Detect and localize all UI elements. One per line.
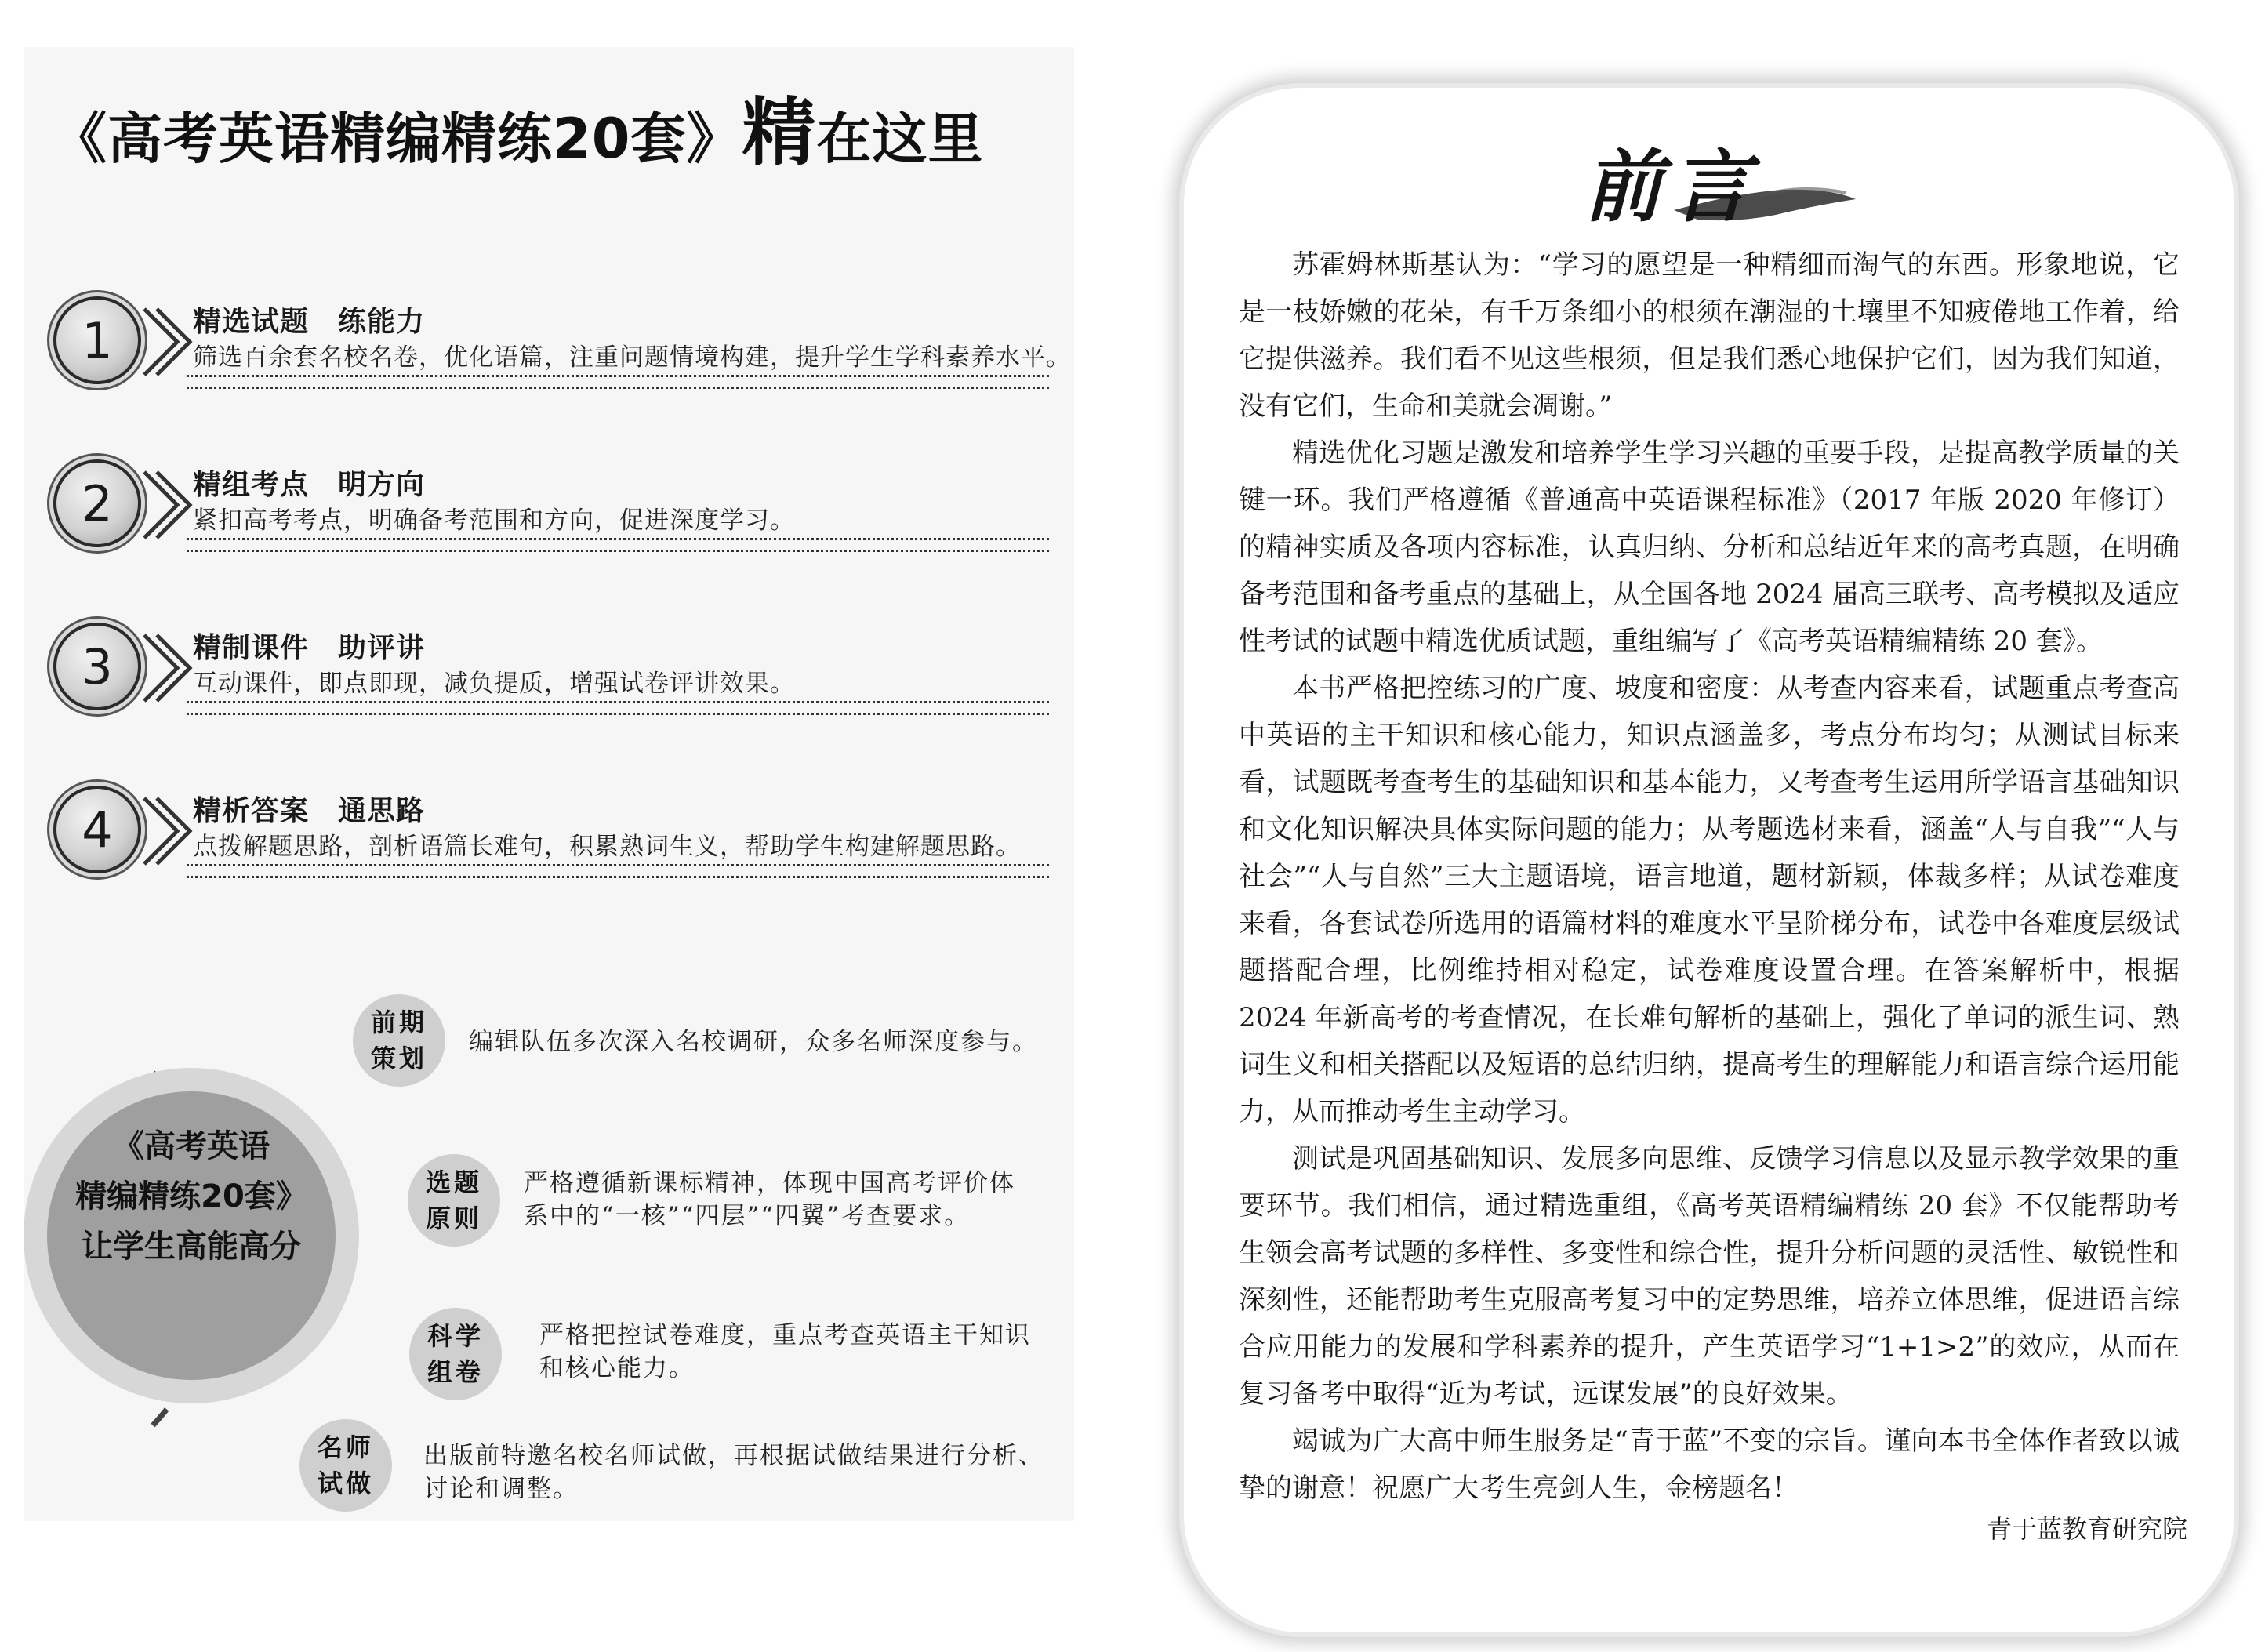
petal-desc-line: 严格把控试卷难度，重点考查英语主干知识	[539, 1321, 1031, 1349]
chevron-right-icon	[138, 629, 193, 707]
feature-title: 精析答案 通思路	[193, 794, 426, 827]
petal-desc-line: 系中的“一核”“四层”“四翼”考查要求。	[524, 1202, 971, 1230]
chevron-right-icon	[138, 466, 193, 544]
petal-badge	[409, 1308, 502, 1400]
petal-label: 科学 组卷	[427, 1321, 484, 1387]
title-suffix: 在这里	[816, 107, 984, 171]
petal-badge	[408, 1154, 500, 1247]
number-badge: 1	[53, 296, 141, 384]
number-badge: 2	[53, 459, 141, 547]
preface-paragraph: 本书严格把控练习的广度、坡度和密度：从考查内容来看，试题重点考查高中英语的主干知识和核心能力，知识点涵盖多，考点分布均匀；从测试目标来看，试题既考查考生的基础知识和基本能力，又考查考生运用所学语言基础知识和文化知识解决具体实际问题的能力；从考题选材来看，涵盖“人与自我”“人与社会”“人与自然”三大主题语境，语言地道，题材新颖，体裁多样；从试卷难度来看，各套试卷所选用的语篇材料的难度水平呈阶梯分布，试卷中各难度层级试题搭配合理，比例维持相对稳定，试卷难度设置合理。在答案解析中，根据 2024 年新高考的考查情况，在长难句解析的基础上，强化了单词的派生词、熟词生义和相关搭配以及短语的总结归纳，提高考生的理解能力和语言综合运用能力，从而推动考生主动学习。	[1239, 673, 2180, 1127]
chevron-right-icon	[138, 303, 193, 381]
hub-line: 《高考英语	[113, 1128, 270, 1164]
dotted-divider	[187, 538, 1049, 552]
feature-item	[53, 776, 1049, 894]
preface-paragraph: 竭诚为广大高中师生服务是“青于蓝”不变的宗旨。谨向本书全体作者致以诚挚的谢意！祝愿广大考生亮剑人生，金榜题名！	[1239, 1425, 2180, 1504]
petal-label: 前期 策划	[370, 1008, 427, 1073]
chevron-right-icon	[138, 792, 193, 870]
title-emphasis: 精	[742, 90, 817, 176]
preface-paragraph: 苏霍姆林斯基认为：“学习的愿望是一种精细而淘气的东西。形象地说，它是一枝娇嫩的花朵，有千万条细小的根须在潮湿的土壤里不知疲倦地工作着，给它提供滋养。我们看不见这些根须，但是我们悉心地保护它们，因为我们知道，没有它们，生命和美就会凋谢。”	[1239, 249, 2180, 422]
petal-desc-line: 和核心能力。	[539, 1354, 695, 1382]
hub-line: 精编精练20套》	[75, 1178, 307, 1214]
petal-label: 选题 原则	[425, 1167, 482, 1233]
title-prefix: 《高考英语精编精练20套》	[52, 107, 742, 171]
dotted-divider	[187, 864, 1049, 878]
hub-text	[47, 1121, 336, 1272]
petal-desc-line: 严格遵循新课标精神，体现中国高考评价体	[524, 1169, 1015, 1197]
petal-desc-line: 讨论和调整。	[423, 1475, 579, 1503]
feature-title: 精制课件 助评讲	[193, 631, 426, 664]
petal-desc	[423, 1440, 1044, 1505]
petal-desc	[469, 1026, 1038, 1058]
dotted-divider	[187, 701, 1049, 715]
feature-item	[53, 613, 1049, 731]
petal-desc	[524, 1167, 1015, 1233]
page-title	[52, 86, 1071, 180]
feature-item	[53, 287, 1071, 405]
preface-paragraph: 精选优化习题是激发和培养学生学习兴趣的重要手段，是提高教学质量的关键一环。我们严格遵循《普通高中英语课程标准》（2017 年版 2020 年修订）的精神实质及各项内容标准，认真归纳、分析和总结近年来的高考真题，在明确备考范围和备考重点的基础上，从全国各地 2024 届高三联考、高考模拟及适应性考试的试题中精选优质试题，重组编写了《高考英语精编精练 20 套》。	[1239, 438, 2180, 657]
feature-desc: 紧扣高考考点，明确备考范围和方向，促进深度学习。	[193, 506, 795, 535]
petal-label: 名师 试做	[317, 1432, 374, 1498]
feature-desc: 点拨解题思路，剖析语篇长难句，积累熟词生义，帮助学生构建解题思路。	[193, 833, 1021, 861]
feature-desc: 筛选百余套名校名卷，优化语篇，注重问题情境构建，提升学生学科素养水平。	[193, 343, 1071, 372]
petal-badge	[353, 994, 445, 1087]
dotted-divider	[187, 375, 1049, 389]
number-badge: 3	[53, 623, 141, 710]
feature-item	[53, 450, 1049, 568]
preface-signature: 青于蓝教育研究院	[1986, 1514, 2187, 1544]
preface-body	[1239, 241, 2180, 1512]
preface-paragraph: 测试是巩固基础知识、发展多向思维、反馈学习信息以及显示教学效果的重要环节。我们相信，通过精选重组，《高考英语精编精练 20 套》不仅能帮助考生领会高考试题的多样性、多变性和综合性，提升分析问题的灵活性、敏锐性和深刻性，还能帮助考生克服高考复习中的定势思维，培养立体思维，促进语言综合应用能力的发展和学科素养的提升，产生英语学习“1+1>2”的效应，从而在复习备考中取得“近为考试，远谋发展”的良好效果。	[1239, 1143, 2180, 1410]
petal-desc	[539, 1319, 1031, 1385]
number-badge: 4	[53, 786, 141, 873]
petal-desc-line: 出版前特邀名校名师试做，再根据试做结果进行分析、	[423, 1442, 1044, 1470]
feature-desc: 互动课件，即点即现，减负提质，增强试卷评讲效果。	[193, 670, 795, 698]
feature-title: 精选试题 练能力	[193, 305, 426, 338]
feature-title: 精组考点 明方向	[193, 468, 426, 501]
hub-line: 让学生高能高分	[82, 1229, 301, 1265]
preface-heading: 前言	[1584, 140, 1759, 233]
petal-badge	[299, 1419, 392, 1512]
petal-desc-line: 编辑队伍多次深入名校调研，众多名师深度参与。	[469, 1028, 1038, 1056]
